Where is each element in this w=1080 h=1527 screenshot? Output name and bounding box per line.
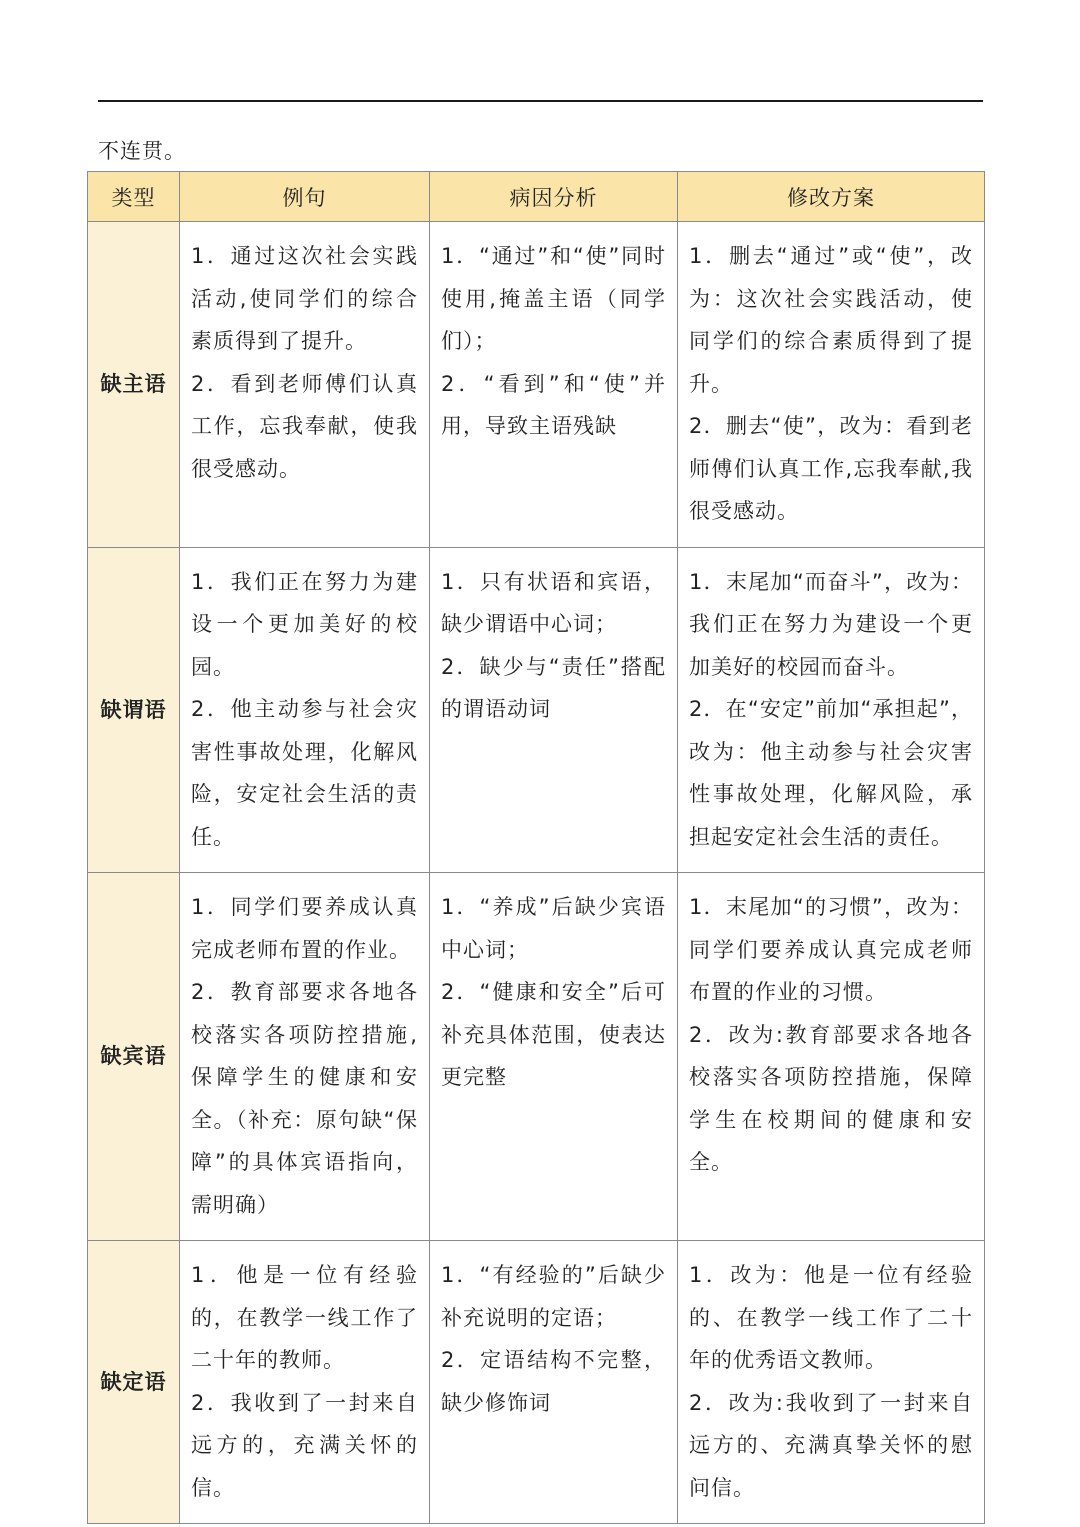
header-analysis: 病因分析	[430, 172, 678, 222]
analysis-line: 2．“看到”和“使”并用，导致主语残缺	[441, 371, 666, 438]
analysis-cell	[430, 873, 678, 1241]
analysis-line: 1．“有经验的”后缺少补充说明的定语；	[441, 1263, 666, 1330]
example-cell	[180, 1241, 430, 1524]
analysis-line: 2．定语结构不完整，缺少修饰词	[441, 1348, 666, 1415]
header-rule	[98, 100, 983, 102]
fix-line: 2．删去“使”，改为：看到老师傅们认真工作,忘我奉献,我很受感动。	[689, 414, 973, 523]
header-fix: 修改方案	[678, 172, 985, 222]
fix-line: 2．在“安定”前加“承担起”，改为：他主动参与社会灾害性事故处理，化解风险，承担起安定社会生活的责任。	[689, 697, 973, 849]
table-row	[88, 547, 985, 873]
analysis-line: 2．“健康和安全”后可补充具体范围，使表达更完整	[441, 980, 666, 1089]
analysis-line: 2．缺少与“责任”搭配的谓语动词	[441, 654, 666, 721]
type-cell: 缺定语	[88, 1241, 180, 1524]
example-line: 2．他主动参与社会灾害性事故处理，化解风险，安定社会生活的责任。	[191, 697, 418, 849]
table-row	[88, 222, 985, 548]
example-line: 1．他是一位有经验的，在教学一线工作了二十年的教师。	[191, 1263, 418, 1372]
example-line: 2．看到老师傅们认真工作，忘我奉献，使我很受感动。	[191, 371, 418, 481]
fix-cell	[678, 547, 985, 873]
fix-line: 2．改为:教育部要求各地各校落实各项防控措施，保障学生在校期间的健康和安全。	[689, 1022, 973, 1174]
table-row	[88, 1241, 985, 1524]
example-line: 1．同学们要养成认真完成老师布置的作业。	[191, 895, 418, 962]
fix-cell	[678, 873, 985, 1241]
intro-text: 不连贯。	[98, 139, 186, 163]
fix-line: 1．末尾加“的习惯”，改为：同学们要养成认真完成老师布置的作业的习惯。	[689, 895, 973, 1004]
fix-cell	[678, 1241, 985, 1524]
example-cell	[180, 873, 430, 1241]
type-cell: 缺主语	[88, 222, 180, 548]
header-example: 例句	[180, 172, 430, 222]
fix-line: 1．改为：他是一位有经验的、在教学一线工作了二十年的优秀语文教师。	[689, 1263, 973, 1372]
type-cell: 缺宾语	[88, 873, 180, 1241]
example-line: 1．通过这次社会实践活动,使同学们的综合素质得到了提升。	[191, 244, 418, 353]
example-cell	[180, 547, 430, 873]
analysis-line: 1．“养成”后缺少宾语中心词；	[441, 895, 666, 962]
fix-line: 1．末尾加“而奋斗”，改为：我们正在努力为建设一个更加美好的校园而奋斗。	[689, 569, 973, 679]
fix-line: 2．改为:我收到了一封来自远方的、充满真挚关怀的慰问信。	[689, 1390, 973, 1500]
type-cell: 缺谓语	[88, 547, 180, 873]
fix-cell	[678, 222, 985, 548]
analysis-cell	[430, 1241, 678, 1524]
table-header-row	[88, 172, 985, 222]
table-row	[88, 873, 985, 1241]
grammar-error-table	[87, 171, 985, 1524]
example-line: 1．我们正在努力为建设一个更加美好的校园。	[191, 569, 418, 679]
example-line: 2．我收到了一封来自远方的，充满关怀的信。	[191, 1390, 418, 1500]
example-cell	[180, 222, 430, 548]
analysis-line: 1．“通过”和“使”同时使用,掩盖主语（同学们）；	[441, 244, 666, 353]
analysis-cell	[430, 222, 678, 548]
fix-line: 1．删去“通过”或“使”，改为：这次社会实践活动，使同学们的综合素质得到了提升。	[689, 244, 973, 396]
analysis-line: 1．只有状语和宾语，缺少谓语中心词；	[441, 569, 666, 636]
analysis-cell	[430, 547, 678, 873]
example-line: 2．教育部要求各地各校落实各项防控措施,保障学生的健康和安全。（补充：原句缺“保障”的具体宾语指向，需明确）	[191, 980, 418, 1217]
header-type: 类型	[88, 172, 180, 222]
